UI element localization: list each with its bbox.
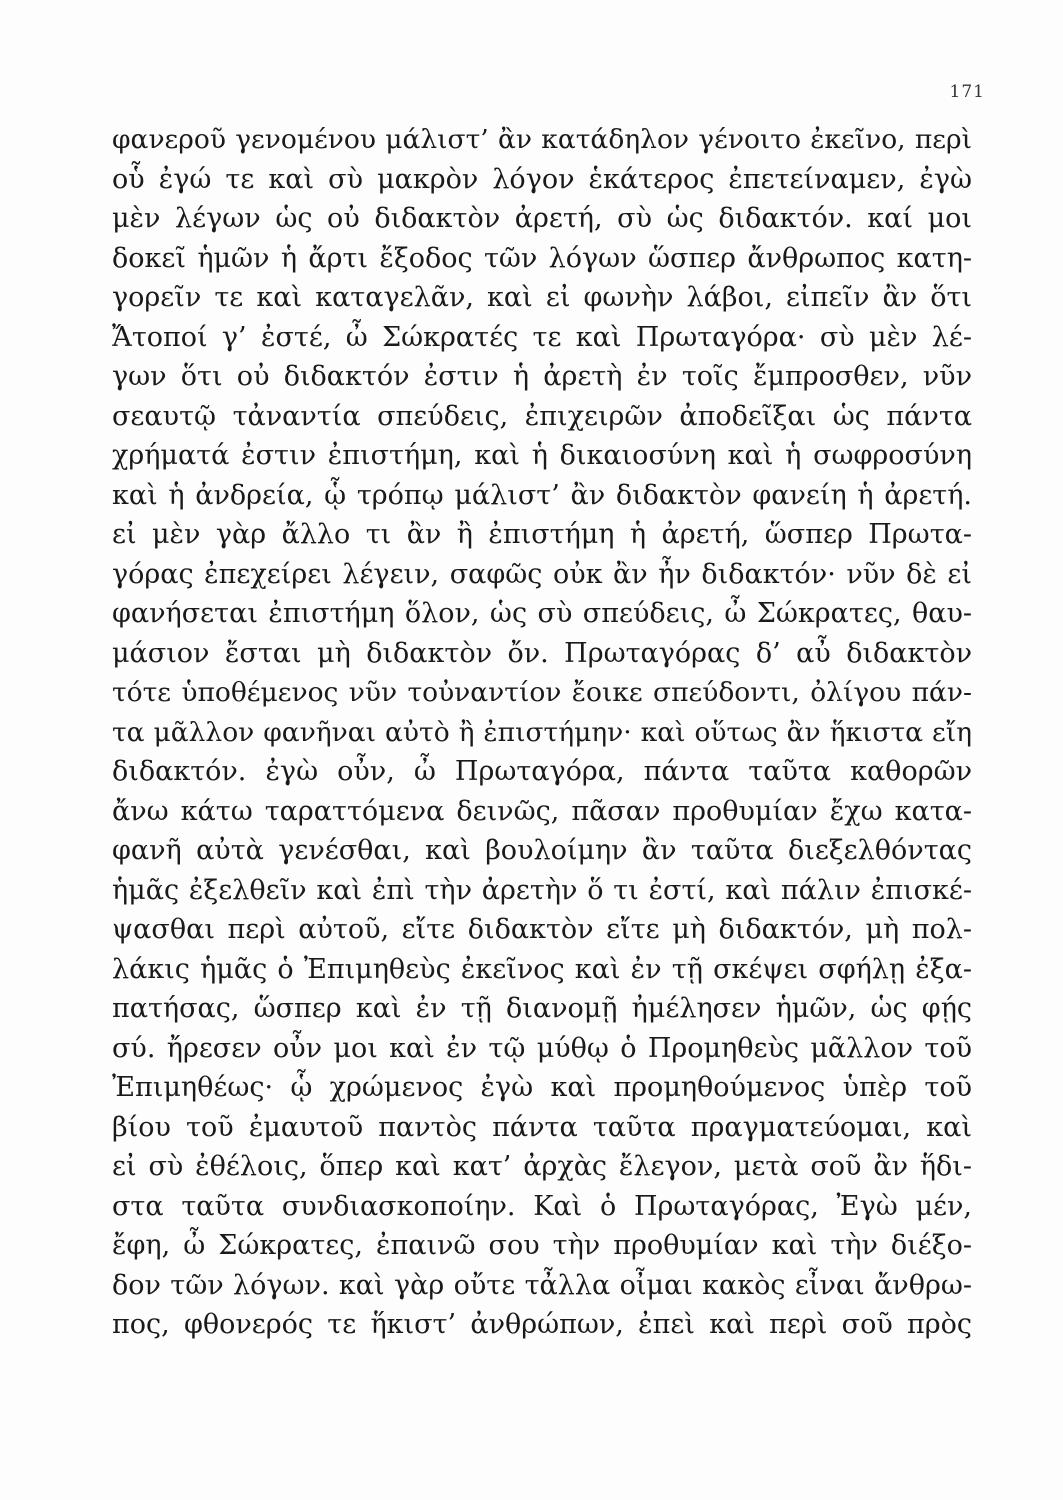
text-line: σύ. ἤρεσεν οὖν μοι καὶ ἐν τῷ μύθῳ ὁ Προμηθεὺς μᾶλλον τοῦ bbox=[112, 1032, 972, 1064]
text-line: γόρας ἐπεχείρει λέγειν, σαφῶς οὐκ ἂν ἦν διδακτόν· νῦν δὲ εἰ bbox=[112, 558, 972, 590]
text-line: βίου τοῦ ἐμαυτοῦ παντὸς πάντα ταῦτα πραγματεύομαι, καὶ bbox=[112, 1111, 972, 1143]
text-line: οὗ ἐγώ τε καὶ σὺ μακρὸν λόγον ἑκάτερος ἐπετείναμεν, ἐγὼ bbox=[112, 163, 972, 195]
text-line: χρήματά ἐστιν ἐπιστήμη, καὶ ἡ δικαιοσύνη καὶ ἡ σωφροσύνη bbox=[112, 440, 972, 471]
text-line: Ἐπιμηθέως· ᾧ χρώμενος ἐγὼ καὶ προμηθούμενος ὑπὲρ τοῦ bbox=[112, 1072, 972, 1103]
page-number: 171 bbox=[949, 82, 985, 102]
text-line: πος, φθονερός τε ἥκιστ’ ἀνθρώπων, ἐπεὶ καὶ περὶ σοῦ πρὸς bbox=[112, 1309, 972, 1340]
text-line: ἡμᾶς ἐξελθεῖν καὶ ἐπὶ τὴν ἀρετὴν ὅ τι ἐστί, καὶ πάλιν ἐπισκέ- bbox=[112, 874, 972, 906]
text-line: ἔφη, ὦ Σώκρατες, ἐπαινῶ σου τὴν προθυμίαν καὶ τὴν διέξο- bbox=[112, 1230, 972, 1261]
text-line: λάκις ἡμᾶς ὁ Ἐπιμηθεὺς ἐκεῖνος καὶ ἐν τῇ σκέψει σφήλῃ ἐξα- bbox=[112, 953, 972, 985]
text-line: τότε ὑποθέμενος νῦν τοὐναντίον ἔοικε σπεύδοντι, ὀλίγου πάν- bbox=[112, 677, 972, 708]
text-line: φανῆ αὐτὰ γενέσθαι, καὶ βουλοίμην ἂν ταῦτα διεξελθόντας bbox=[112, 835, 972, 866]
text-line: στα ταῦτα συνδιασκοποίην. Καὶ ὁ Πρωταγόρας, Ἐγὼ μέν, bbox=[112, 1190, 972, 1222]
text-line: τα μᾶλλον φανῆναι αὐτὸ ἢ ἐπιστήμην· καὶ οὕτως ἂν ἥκιστα εἴη bbox=[112, 716, 972, 748]
text-line: σεαυτῷ τἀναντία σπεύδεις, ἐπιχειρῶν ἀποδεῖξαι ὡς πάντα bbox=[112, 400, 972, 432]
text-line: γων ὅτι οὐ διδακτόν ἐστιν ἡ ἀρετὴ ἐν τοῖς ἔμπροσθεν, νῦν bbox=[112, 361, 972, 392]
greek-text-body bbox=[112, 120, 972, 1345]
text-line: ψασθαι περὶ αὐτοῦ, εἴτε διδακτὸν εἴτε μὴ διδακτόν, μὴ πολ- bbox=[112, 914, 972, 945]
text-line: μὲν λέγων ὡς οὐ διδακτὸν ἀρετή, σὺ ὡς διδακτόν. καί μοι bbox=[112, 203, 972, 234]
text-line: διδακτόν. ἐγὼ οὖν, ὦ Πρωταγόρα, πάντα ταῦτα καθορῶν bbox=[112, 756, 972, 787]
text-line: καὶ ἡ ἀνδρεία, ᾧ τρόπῳ μάλιστ’ ἂν διδακτὸν φανείη ἡ ἀρετή. bbox=[112, 479, 972, 511]
text-line: Ἄτοποί γ’ ἐστέ, ὦ Σώκρατές τε καὶ Πρωταγόρα· σὺ μὲν λέ- bbox=[112, 321, 972, 353]
text-line: μάσιον ἔσται μὴ διδακτὸν ὄν. Πρωταγόρας δ’ αὖ διδακτὸν bbox=[112, 637, 972, 669]
text-line: φανεροῦ γενομένου μάλιστ’ ἂν κατάδηλον γένοιτο ἐκεῖνο, περὶ bbox=[112, 124, 972, 155]
text-line: εἰ σὺ ἐθέλοις, ὅπερ καὶ κατ’ ἀρχὰς ἔλεγον, μετὰ σοῦ ἂν ἥδι- bbox=[112, 1151, 972, 1182]
text-line: γορεῖν τε καὶ καταγελᾶν, καὶ εἰ φωνὴν λάβοι, εἰπεῖν ἂν ὅτι bbox=[112, 282, 972, 313]
text-line: δον τῶν λόγων. καὶ γὰρ οὔτε τἆλλα οἶμαι κακὸς εἶναι ἄνθρω- bbox=[112, 1269, 972, 1301]
text-line: εἰ μὲν γὰρ ἄλλο τι ἂν ἢ ἐπιστήμη ἡ ἀρετή, ὥσπερ Πρωτα- bbox=[112, 519, 972, 550]
text-line: ἄνω κάτω ταραττόμενα δεινῶς, πᾶσαν προθυμίαν ἔχω κατα- bbox=[112, 795, 972, 827]
text-line: φανήσεται ἐπιστήμη ὅλον, ὡς σὺ σπεύδεις, ὦ Σώκρατες, θαυ- bbox=[112, 598, 972, 629]
text-line: δοκεῖ ἡμῶν ἡ ἄρτι ἔξοδος τῶν λόγων ὥσπερ ἄνθρωπος κατη- bbox=[112, 242, 972, 274]
text-line: πατήσας, ὥσπερ καὶ ἐν τῇ διανομῇ ἠμέλησεν ἡμῶν, ὡς φῄς bbox=[112, 993, 972, 1024]
